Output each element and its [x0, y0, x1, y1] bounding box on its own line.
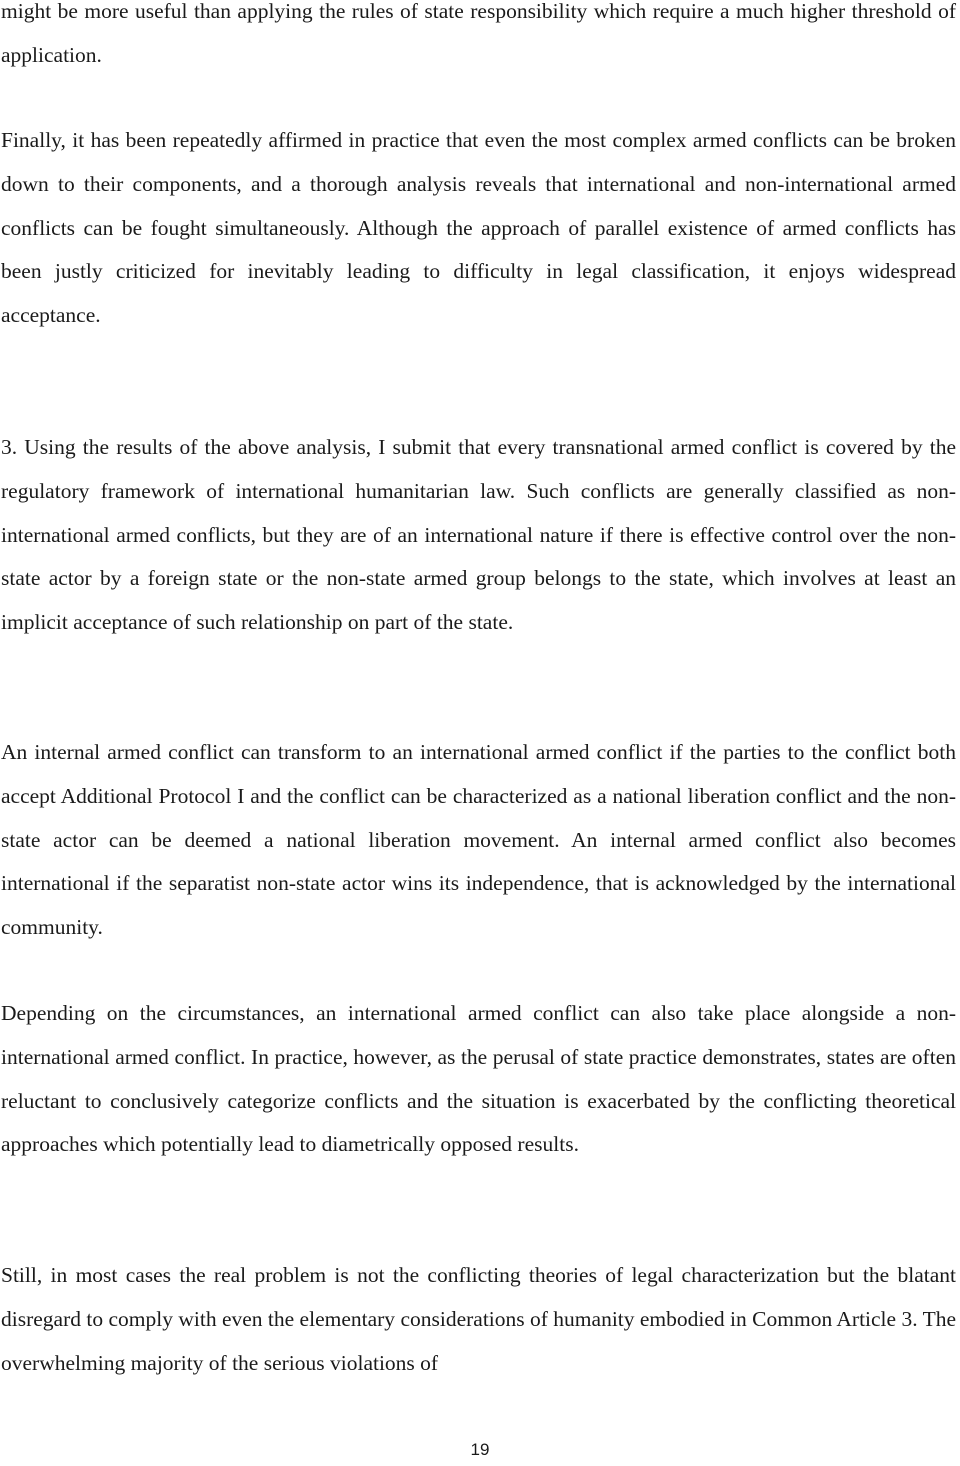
- paragraph-circumstances: Depending on the circumstances, an international armed conflict can also take place alongside a non-international armed conflict. In practice, however, as the perusal of state practice demonstrates, states are often reluctant to conclusively categorize conflicts and the situation is exacerbated by the conflicting theoretical approaches which potentially lead to diametrically opposed results.: [1, 1001, 956, 1157]
- paragraph-common-article-3: Still, in most cases the real problem is not the conflicting theories of legal characterization but the blatant disregard to comply with even the elementary considerations of humanity embodied in Common Article 3. The overwhelming majority of the serious violations of: [1, 1263, 956, 1375]
- paragraph-continuation: might be more useful than applying the rules of state responsibility which require a much higher threshold of application.: [1, 0, 956, 67]
- paragraph-internal-conflict-transformation: An internal armed conflict can transform to an international armed conflict if the parties to the conflict both accept Additional Protocol I and the conflict can be characterized as a national liberation conflict and the non-state actor can be deemed a national liberation movement. An internal armed conflict also becomes international if the separatist non-state actor wins its independence, that is acknowledged by the international community.: [1, 740, 956, 940]
- paragraph-parallel-conflicts: Finally, it has been repeatedly affirmed in practice that even the most complex armed conflicts can be broken down to their components, and a thorough analysis reveals that international and non-international armed conflicts can be fought simultaneously. Although the approach of parallel existence of armed conflicts has been justly criticized for inevitably leading to difficulty in legal classification, it enjoys widespread acceptance.: [1, 128, 956, 328]
- paragraph-transnational-conflict: 3. Using the results of the above analysis, I submit that every transnational armed conflict is covered by the regulatory framework of international humanitarian law. Such conflicts are generally classified as non-international armed conflicts, but they are of an international nature if there is effective control over the non-state actor by a foreign state or the non-state armed group belongs to the state, which involves at least an implicit acceptance of such relationship on part of the state.: [1, 435, 956, 635]
- page-number: 19: [470, 1440, 490, 1459]
